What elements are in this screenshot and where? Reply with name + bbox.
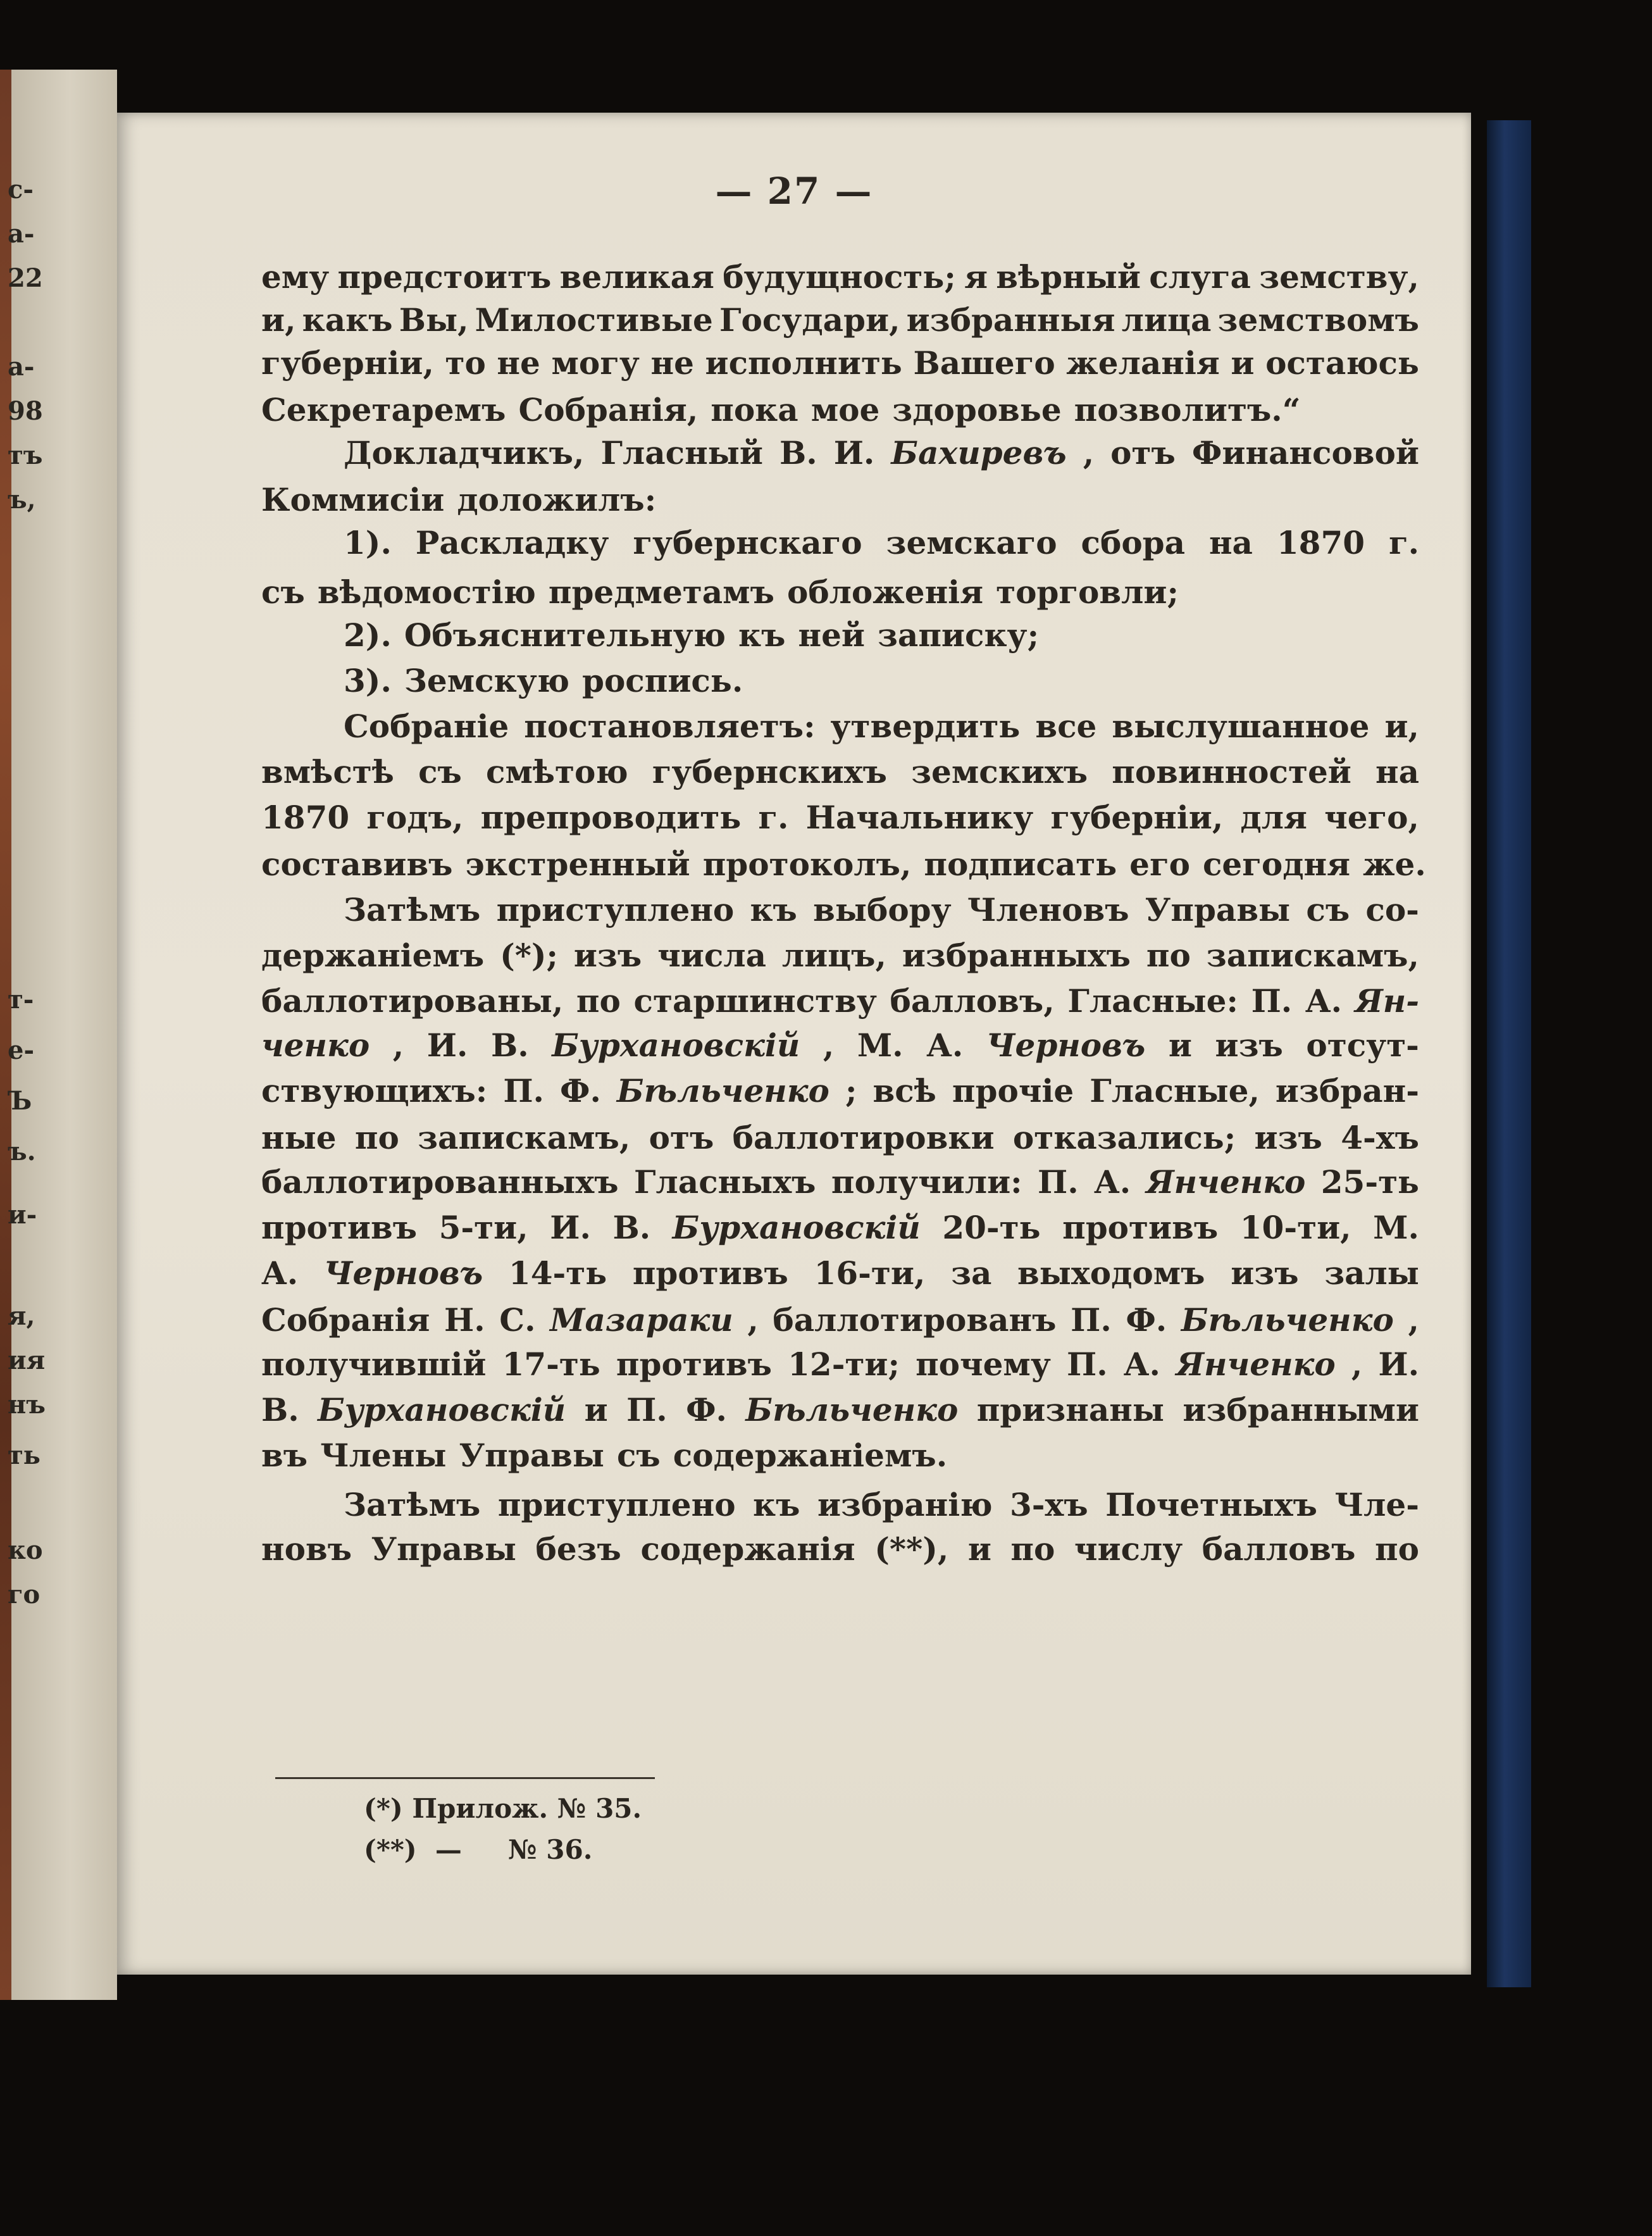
- text-line: получившій 17-ть противъ 12-ти; почему П. А. Янченко , И.: [261, 1346, 1419, 1383]
- footnote-line: (*) Прилож. № 35.: [364, 1793, 642, 1824]
- left-page-fragment: а-: [8, 352, 35, 382]
- left-page-fragment: Ъ: [8, 1086, 32, 1116]
- footnote-line: (**) — № 36.: [364, 1834, 593, 1865]
- text-line: ему предстоитъ великая будущность; я вѣрный слуга земству,: [261, 258, 1419, 296]
- text-line: въ Члены Управы съ содержаніемъ.: [261, 1437, 948, 1474]
- text-line: губерніи, то не могу не исполнить Вашего желанія и остаюсь: [261, 344, 1419, 382]
- text-line: Секретаремъ Собранія, пока мое здоровье позволитъ.“: [261, 391, 1301, 428]
- left-page-fragment: тъ: [8, 440, 43, 470]
- text-line: составивъ экстренный протоколъ, подписать его сегодня же.: [261, 846, 1426, 883]
- left-page-fragment: го: [8, 1580, 40, 1609]
- left-page-fragment: ть: [8, 1440, 40, 1470]
- text-line: держаніемъ (*); изъ числа лицъ, избранныхъ по запискамъ,: [261, 937, 1419, 974]
- text-line: вмѣстѣ съ смѣтою губернскихъ земскихъ повинностей на: [261, 753, 1419, 790]
- text-line: 1870 годъ, препроводить г. Начальнику губерніи, для чего,: [261, 799, 1419, 836]
- footnote-divider: [275, 1777, 655, 1779]
- text-line: Собранія Н. С. Мазараки , баллотированъ П. Ф. Бѣльченко ,: [261, 1301, 1419, 1339]
- left-page-fragment: е-: [8, 1035, 35, 1065]
- text-line: Собраніе постановляетъ: утвердить все выслушанное и,: [344, 708, 1419, 745]
- text-line: 1). Раскладку губернскаго земскаго сбора на 1870 г.: [344, 524, 1419, 561]
- left-page-fragment: я,: [8, 1301, 35, 1331]
- book-spine-edge: [1487, 120, 1531, 1987]
- left-page-fragment: нъ: [8, 1390, 46, 1420]
- text-line: Затѣмъ приступлено къ избранію 3-хъ Почетныхъ Чле-: [344, 1486, 1419, 1523]
- text-line: ные по запискамъ, отъ баллотировки отказались; изъ 4-хъ: [261, 1119, 1419, 1156]
- left-page-fragment: 98: [8, 396, 43, 426]
- text-line: ченко , И. В. Бурхановскій , М. А. Черновъ и изъ отсут-: [261, 1027, 1419, 1064]
- left-page-fragment: т-: [8, 985, 34, 1015]
- page-number: — 27 —: [715, 170, 873, 213]
- text-line: В. Бурхановскій и П. Ф. Бѣльченко признаны избранными: [261, 1391, 1419, 1428]
- text-line: ствующихъ: П. Ф. Бѣльченко ; всѣ прочіе Гласные, избран-: [261, 1072, 1419, 1109]
- previous-page-edge: [0, 70, 117, 2000]
- text-line: новъ Управы безъ содержанія (**), и по числу балловъ по: [261, 1530, 1419, 1568]
- left-page-fragment: и-: [8, 1200, 37, 1230]
- text-line: Коммисіи доложилъ:: [261, 481, 657, 518]
- book-page: [117, 113, 1471, 1975]
- text-line: баллотированы, по старшинству балловъ, Гласные: П. А. Ян-: [261, 982, 1419, 1020]
- text-line: 2). Объяснительную къ ней записку;: [344, 616, 1040, 654]
- left-page-fragment: ия: [8, 1346, 46, 1375]
- left-page-fragment: а-: [8, 219, 35, 249]
- text-line: противъ 5-ти, И. В. Бурхановскій 20-ть противъ 10-ти, М.: [261, 1209, 1419, 1246]
- text-line: и, какъ Вы, Милостивые Государи, избранныя лица земствомъ: [261, 301, 1419, 339]
- left-page-fragment: с-: [8, 175, 34, 204]
- text-line: 3). Земскую роспись.: [344, 662, 743, 699]
- text-line: А. Черновъ 14-ть противъ 16-ти, за выходомъ изъ залы: [261, 1254, 1419, 1292]
- left-page-fragment: 22: [8, 263, 43, 293]
- left-page-fragment: ъ,: [8, 485, 36, 515]
- text-line: баллотированныхъ Гласныхъ получили: П. А. Янченко 25-ть: [261, 1163, 1419, 1201]
- left-page-fragment: ъ.: [8, 1137, 36, 1166]
- text-line: Затѣмъ приступлено къ выбору Членовъ Управы съ со-: [344, 891, 1419, 928]
- text-line: съ вѣдомостію предметамъ обложенія торговли;: [261, 573, 1179, 611]
- text-line: Докладчикъ, Гласный В. И. Бахиревъ , отъ Финансовой: [344, 434, 1419, 472]
- left-page-fragment: ко: [8, 1535, 43, 1565]
